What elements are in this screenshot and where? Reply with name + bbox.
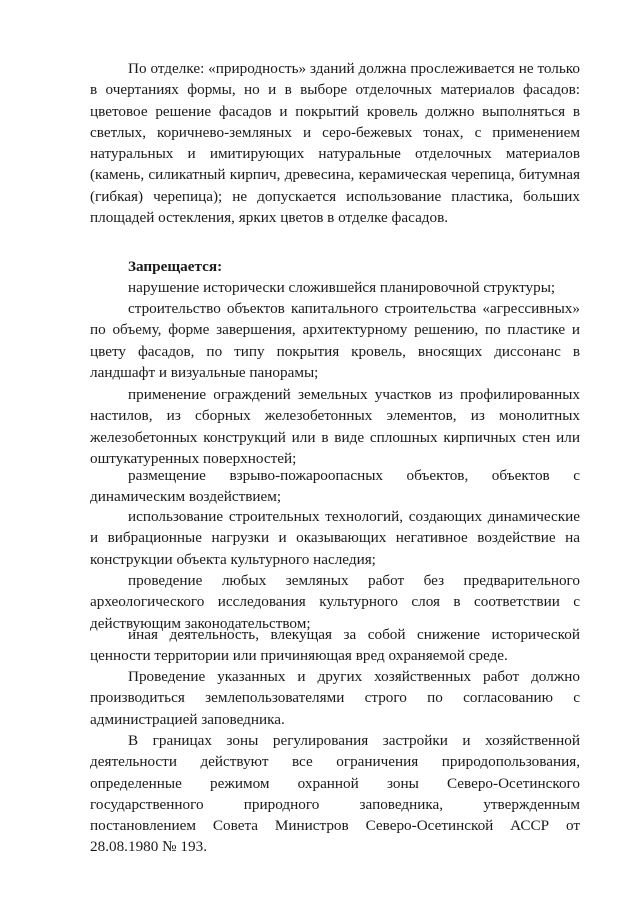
closing-paragraph: В границах зоны регулирования застройки и хозяйственной деятельности действуют все ограничения природопользования, определенные режимом охранной зоны Северо-Осетинского государственного природного заповедника, утвержденным постановлением Совета Министров Северо-Осетинской АССР от 28.08.1980 № 193. — [90, 732, 580, 856]
prohibited-item: размещение взрыво-пожароопасных объектов, объектов с динамическим воздействием; — [90, 467, 580, 506]
prohibited-item: нарушение исторически сложившейся планировочной структуры; — [128, 279, 556, 296]
prohibited-item: использование строительных технологий, создающих динамические и вибрационные нагрузки и оказывающих негативное воздействие на конструкции объекта культурного наследия; — [90, 508, 580, 568]
closing-paragraph: Проведение указанных и других хозяйственных работ должно производиться землепользователями строго по согласованию с администрацией заповедника. — [90, 668, 580, 728]
prohibited-item: проведение любых земляных работ без предварительного археологического исследования культурного слоя в соответствии с действующим законодательством; — [90, 572, 580, 632]
intro-paragraph: По отделке: «природность» зданий должна прослеживается не только в очертаниях формы, но и в выборе отделочных материалов фасадов: цветовое решение фасадов и покрытий кровель должно выполняться в светлых, коричнево-земляных и серо-бежевых тонах, с применением натуральных и имитирующих натуральные отделочных материалов (камень, силикатный кирпич, древесина, керамическая черепица, битумная (гибкая) черепица); не допускается использование пластика, больших площадей остекления, ярких цветов в отделке фасадов. — [90, 60, 580, 227]
prohibited-item: иная деятельность, влекущая за собой снижение исторической ценности территории или причиняющая вред охраняемой среде. — [90, 626, 580, 665]
prohibited-heading: Запрещается: — [128, 258, 223, 275]
prohibited-item: строительство объектов капитального строительства «агрессивных» по объему, форме завершения, архитектурному решению, по пластике и цвету фасадов, по типу покрытия кровель, вносящих диссонанс в ландшафт и визуальные панорамы; — [90, 300, 580, 381]
prohibited-item: применение ограждений земельных участков из профилированных настилов, из сборных железобетонных элементов, из монолитных железобетонных конструкций или в виде сплошных кирпичных стен или оштукатуренных поверхностей; — [90, 386, 580, 467]
